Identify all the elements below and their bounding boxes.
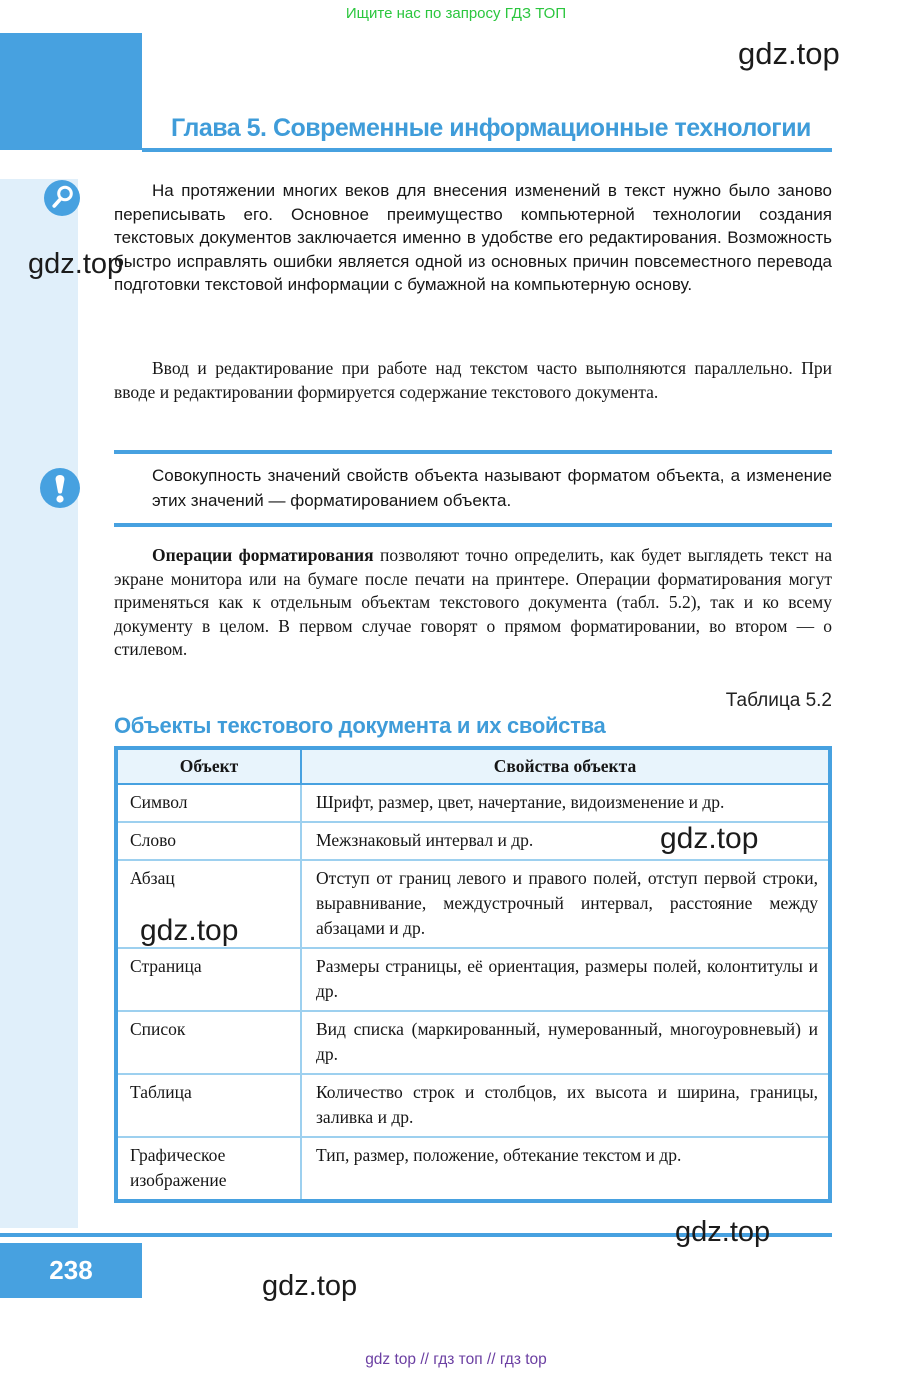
table-header-row (116, 748, 830, 784)
paragraph-intro: На протяжении многих веков для внесения изменений в текст нужно было заново переписывать его. Основное преимущество компьютерной технологии создания текстовых документов заключается именно в удобстве его редактирования. Возможность быстро исправлять ошибки является одной из основных причин повсеместного перевода подготовки текстовой информации с бумажной на компьютерную основу. (114, 181, 832, 294)
watermark-top-right: gdz.top (738, 36, 840, 71)
watermark-left-margin: gdz.top (28, 248, 124, 280)
table-row (116, 784, 830, 822)
properties-cell: Тип, размер, положение, обтекание текстом и др. (301, 1137, 830, 1201)
object-cell: Список (116, 1011, 301, 1074)
table-row (116, 948, 830, 1011)
properties-cell: Количество строк и столбцов, их высота и ширина, границы, заливка и др. (301, 1074, 830, 1137)
page-number-box (0, 1243, 142, 1298)
table-row (116, 1011, 830, 1074)
paragraph-formatting-lead: Операции форматирования (152, 545, 374, 565)
table-header-properties: Свойства объекта (301, 748, 830, 784)
left-sidebar (0, 179, 78, 1228)
footer-links[interactable]: gdz top // гдз топ // гдз top (365, 1351, 547, 1368)
object-cell: Символ (116, 784, 301, 822)
object-cell: Графическое изображение (116, 1137, 301, 1201)
properties-table (114, 746, 832, 1203)
chapter-title: Глава 5. Современные информационные технологии (171, 114, 811, 142)
watermark-table: gdz.top (660, 822, 759, 855)
watermark-paragraph: gdz.top (140, 914, 239, 947)
paragraph-editing: Ввод и редактирование при работе над текстом часто выполняются параллельно. При вводе и редактировании формируется содержание текстового документа. (114, 358, 832, 402)
table-row (116, 1137, 830, 1201)
object-cell: Слово (116, 822, 301, 860)
chapter-color-block (0, 33, 142, 150)
top-notice: Ищите нас по запросу ГДЗ ТОП (345, 5, 567, 22)
table-row (116, 1074, 830, 1137)
properties-cell: Размеры страницы, её ориентация, размеры полей, колонтитулы и др. (301, 948, 830, 1011)
properties-cell: Отступ от границ левого и правого полей, отступ первой строки, выравнивание, междустрочный интервал, расстояние между абзацами и др. (301, 860, 830, 948)
properties-cell: Вид списка (маркированный, нумерованный, многоуровневый) и др. (301, 1011, 830, 1074)
paragraph-formatting-rest: позволяют точно определить, как будет выглядеть текст на экране монитора или на бумаге после печати на принтере. Операции форматирования могут применяться как к отдельным объектам текстового документа (табл. 5.2), так и ко всему документу в целом. В первом случае говорят о прямом форматировании, во втором — о стилевом. (114, 545, 832, 659)
object-cell: Таблица (116, 1074, 301, 1137)
table-header-object: Объект (116, 748, 301, 784)
magnifier-icon (44, 180, 80, 221)
properties-cell: Межзнаковый интервал и др. (301, 822, 830, 860)
properties-cell: Шрифт, размер, цвет, начертание, видоизменение и др. (316, 792, 725, 812)
object-cell: Страница (116, 948, 301, 1011)
watermark-above-footer: gdz.top (675, 1216, 771, 1248)
exclamation-icon (40, 468, 80, 513)
table-title: Объекты текстового документа и их свойства (114, 713, 606, 738)
object-cell: Абзац (116, 860, 301, 948)
definition-note-box (114, 450, 832, 527)
chapter-underline (142, 148, 832, 152)
table-caption: Таблица 5.2 (725, 690, 832, 711)
page-number: 238 (49, 1255, 93, 1285)
paragraph-formatting (114, 544, 832, 662)
watermark-bottom: gdz.top (262, 1270, 358, 1302)
definition-note-text: Совокупность значений свойств объекта называют форматом объекта, а изменение этих значений — форматированием объекта. (152, 466, 832, 510)
